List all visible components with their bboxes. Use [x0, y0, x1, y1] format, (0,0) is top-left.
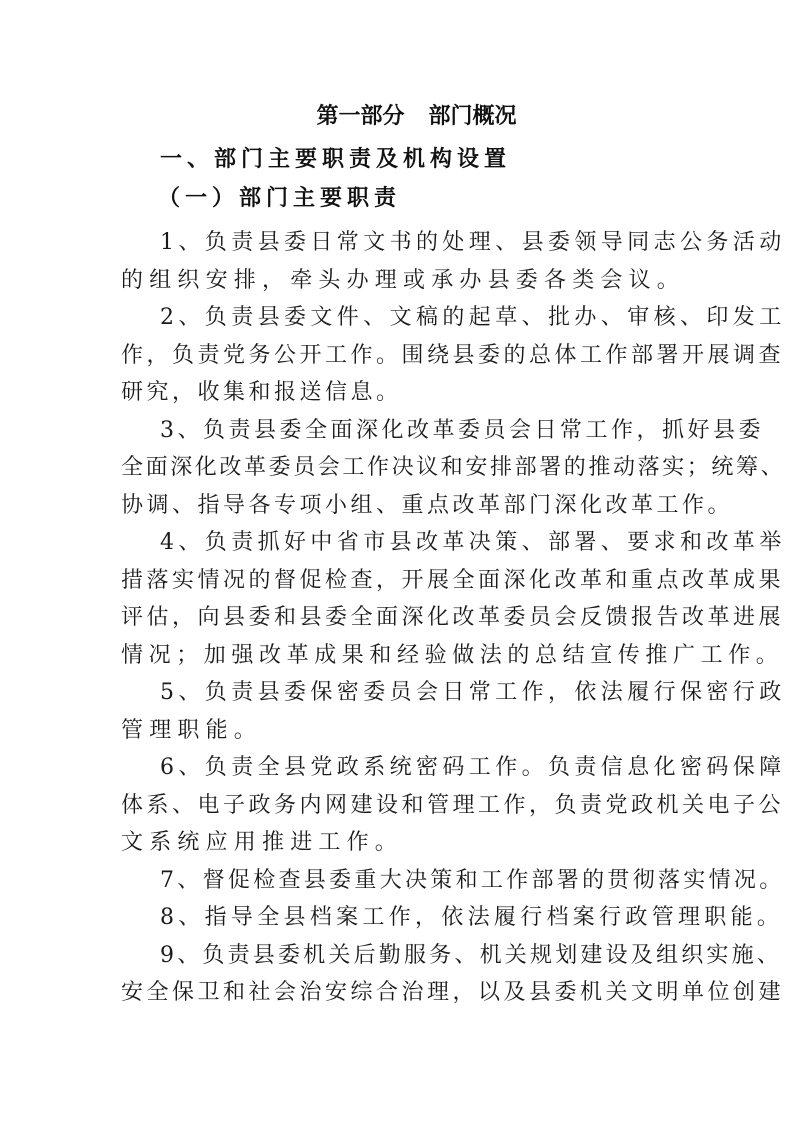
paragraph-6-line-1: 6、负责全县党政系统密码工作。负责信息化密码保障 [160, 755, 786, 780]
paragraph-5-line-2: 管理职能。 [121, 718, 263, 743]
paragraph-4-line-2: 措落实情况的督促检查，开展全面深化改革和重点改革成果 [121, 568, 785, 593]
paragraph-6-line-3: 文系统应用推进工作。 [121, 830, 404, 855]
paragraph-1-line-1: 1、负责县委日常文书的处理、县委领导同志公务活动 [160, 230, 786, 255]
paragraph-9-line-2: 安全保卫和社会治安综合治理，以及县委机关文明单位创建 [121, 980, 785, 1005]
paragraph-4-line-4: 情况；加强改革成果和经验做法的总结宣传推广工作。 [121, 643, 784, 668]
paragraph-2-line-2: 作，负责党务公开工作。围绕县委的总体工作部署开展调查 [121, 343, 785, 368]
paragraph-4-line-1: 4、负责抓好中省市县改革决策、部署、要求和改革举 [160, 530, 786, 555]
subsection-heading: （一）部门主要职责 [158, 186, 402, 211]
paragraph-5-line-1: 5、负责县委保密委员会日常工作，依法履行保密行政 [160, 680, 786, 705]
paragraph-9-line-1: 9、负责县委机关后勤服务、机关规划建设及组织实施、 [160, 943, 782, 968]
paragraph-1-line-2: 的组织安排，牵头办理或承办县委各类会议。 [121, 268, 686, 293]
paragraph-3-line-1: 3、负责县委全面深化改革委员会日常工作，抓好县委 [160, 418, 764, 443]
paragraph-3-line-3: 协调、指导各专项小组、重点改革部门深化改革工作。 [121, 493, 734, 518]
paragraph-2-line-3: 研究，收集和报送信息。 [121, 380, 402, 405]
paragraph-3-line-2: 全面深化改革委员会工作决议和安排部署的推动落实；统筹、 [121, 455, 786, 480]
paragraph-8-line-1: 8、指导全县档案工作，依法履行档案行政管理职能。 [160, 905, 784, 930]
page-title [0, 103, 793, 131]
paragraph-6-line-2: 体系、电子政务内网建设和管理工作，负责党政机关电子公 [121, 793, 785, 818]
section-heading: 一、部门主要职责及机构设置 [160, 147, 512, 172]
paragraph-2-line-1: 2、负责县委文件、文稿的起草、批办、审核、印发工 [160, 305, 786, 330]
paragraph-7-line-1: 7、督促检查县委重大决策和工作部署的贯彻落实情况。 [160, 868, 785, 893]
paragraph-4-line-3: 评估，向县委和县委全面深化改革委员会反馈报告改革进展 [121, 605, 785, 630]
title-part: 第一部分 [316, 104, 405, 129]
title-name: 部门概况 [428, 104, 517, 129]
